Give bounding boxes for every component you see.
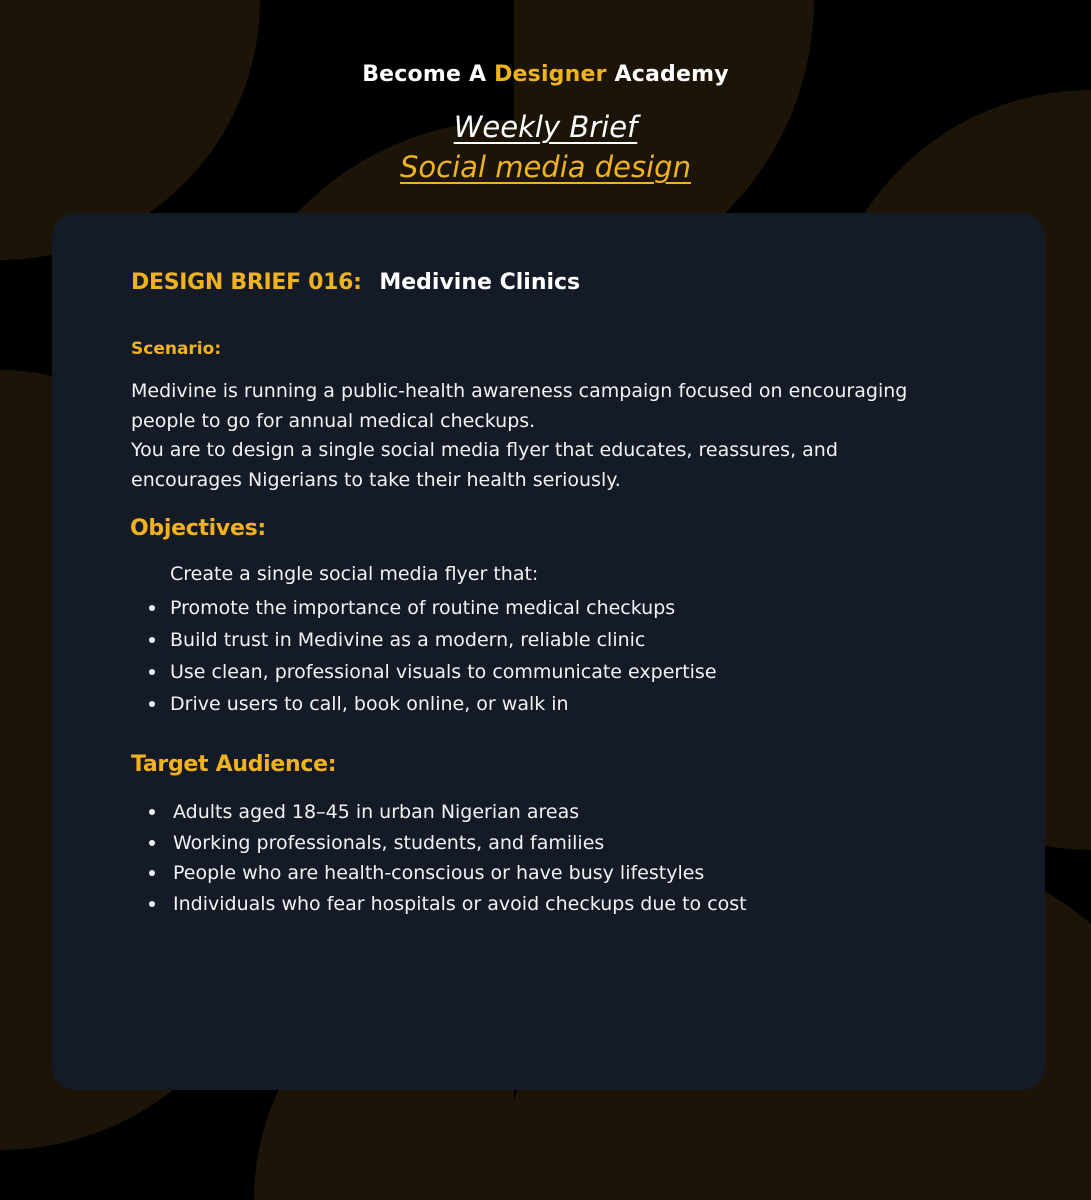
objectives-intro: Create a single social media flyer that:	[170, 563, 539, 585]
scenario-text	[131, 377, 951, 495]
client-name: Medivine Clinics	[379, 270, 581, 295]
weekly-brief-heading: Weekly Brief	[453, 110, 638, 144]
objective-item: Drive users to call, book online, or walk in	[142, 688, 717, 720]
objective-item: Use clean, professional visuals to communicate expertise	[142, 656, 717, 688]
brief-code: DESIGN BRIEF 016:	[131, 270, 362, 295]
topic-heading: Social media design	[400, 150, 691, 184]
audience-item: Working professionals, students, and families	[142, 828, 747, 859]
objectives-list	[142, 592, 717, 720]
objectives-label: Objectives:	[130, 516, 266, 541]
audience-item: Individuals who fear hospitals or avoid checkups due to cost	[142, 889, 747, 920]
scenario-paragraph: You are to design a single social media flyer that educates, reassures, and encourages Nigerians to take their health seriously.	[131, 439, 838, 491]
objective-item: Build trust in Medivine as a modern, reliable clinic	[142, 624, 717, 656]
audience-item: People who are health-conscious or have busy lifestyles	[142, 858, 747, 889]
academy-suffix: Academy	[614, 62, 729, 87]
brief-title	[131, 270, 580, 295]
academy-prefix: Become A	[362, 62, 487, 87]
scenario-paragraph: Medivine is running a public-health awareness campaign focused on encouraging people to go for annual medical checkups.	[131, 380, 908, 432]
scenario-label: Scenario:	[131, 339, 222, 359]
academy-highlight: Designer	[494, 62, 607, 87]
audience-list	[142, 797, 747, 919]
brief-card	[52, 213, 1045, 1090]
objective-item: Promote the importance of routine medical checkups	[142, 592, 717, 624]
audience-item: Adults aged 18–45 in urban Nigerian areas	[142, 797, 747, 828]
academy-title	[0, 62, 1091, 87]
target-audience-label: Target Audience:	[131, 752, 337, 777]
